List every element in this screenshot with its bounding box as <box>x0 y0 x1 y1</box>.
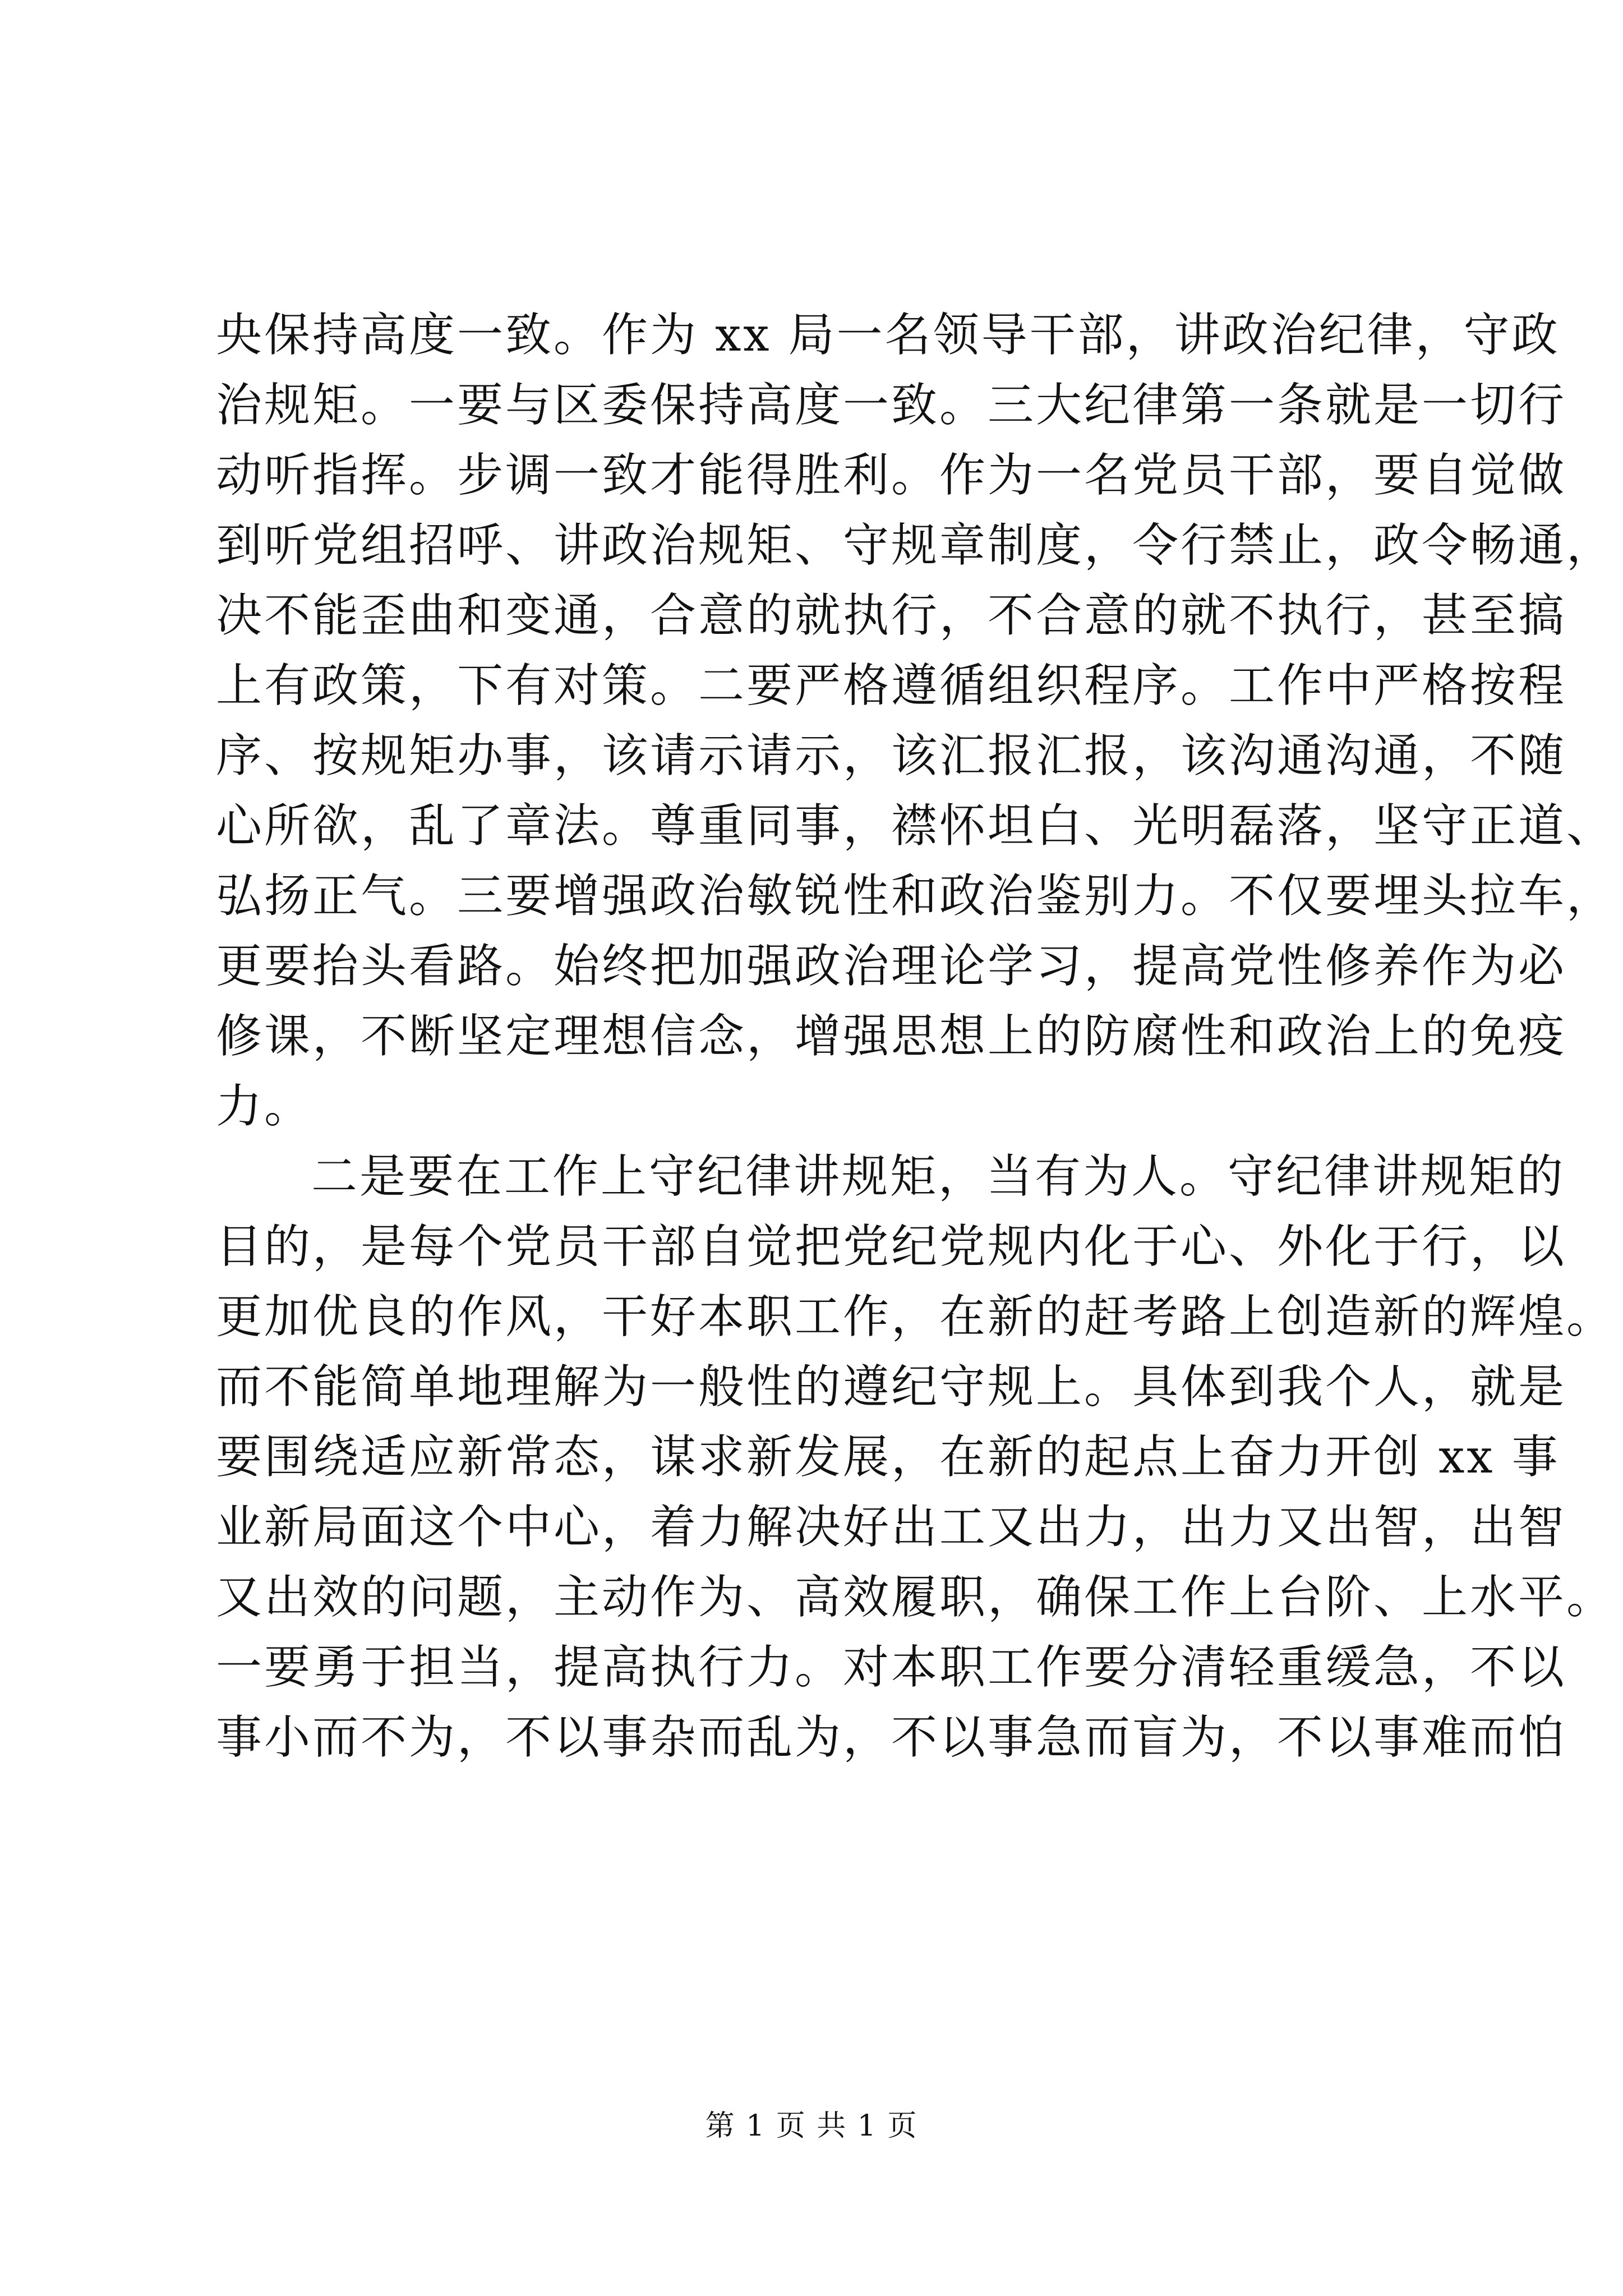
document-body <box>216 300 1615 1773</box>
text-line: 上有政策，下有对策。二要严格遵循组织程序。工作中严格按程 <box>216 659 1567 712</box>
text-line: 动听指挥。步调一致才能得胜利。作为一名党员干部，要自觉做 <box>216 449 1567 502</box>
page-footer <box>0 2106 1623 2146</box>
text-line: 而不能简单地理解为一般性的遵纪守规上。具体到我个人，就是 <box>216 1360 1567 1414</box>
text-line: 到听党组招呼、讲政治规矩、守规章制度，令行禁止，政令畅通， <box>216 519 1615 572</box>
text-line: 事小而不为，不以事杂而乱为，不以事急而盲为，不以事难而怕 <box>216 1711 1567 1764</box>
text-line: 二是要在工作上守纪律讲规矩，当有为人。守纪律讲规矩的 <box>311 1150 1566 1203</box>
text-line: 治规矩。一要与区委保持高度一致。三大纪律第一条就是一切行 <box>216 379 1567 432</box>
text-line: 目的，是每个党员干部自觉把党纪党规内化于心、外化于行，以 <box>216 1220 1567 1273</box>
text-line: 又出效的问题，主动作为、高效履职，确保工作上台阶、上水平。 <box>216 1571 1615 1624</box>
page-number: 第 1 页 共 1 页 <box>705 2109 918 2143</box>
text-line: 力。 <box>216 1080 313 1133</box>
text-line: 心所欲，乱了章法。尊重同事，襟怀坦白、光明磊落，坚守正道、 <box>216 799 1615 853</box>
text-line: 业新局面这个中心，着力解决好出工又出力，出力又出智，出智 <box>216 1501 1567 1554</box>
text-line: 一要勇于担当，提高执行力。对本职工作要分清轻重缓急，不以 <box>216 1641 1567 1694</box>
text-line: 决不能歪曲和变通，合意的就执行，不合意的就不执行，甚至搞 <box>216 589 1567 642</box>
text-line: 更要抬头看路。始终把加强政治理论学习，提高党性修养作为必 <box>216 940 1567 993</box>
text-line: 央保持高度一致。作为 xx 局一名领导干部，讲政治纪律，守政 <box>216 309 1560 362</box>
paragraph-2 <box>216 1142 1615 1773</box>
text-line: 弘扬正气。三要增强政治敏锐性和政治鉴别力。不仅要埋头拉车， <box>216 869 1615 923</box>
text-line: 修课，不断坚定理想信念，增强思想上的防腐性和政治上的免疫 <box>216 1010 1567 1063</box>
text-line: 更加优良的作风，干好本职工作，在新的赶考路上创造新的辉煌。 <box>216 1290 1615 1343</box>
paragraph-1 <box>216 300 1615 1142</box>
text-line: 要围绕适应新常态，谋求新发展，在新的起点上奋力开创 xx 事 <box>216 1430 1560 1484</box>
text-line: 序、按规矩办事，该请示请示，该汇报汇报，该沟通沟通，不随 <box>216 729 1567 783</box>
